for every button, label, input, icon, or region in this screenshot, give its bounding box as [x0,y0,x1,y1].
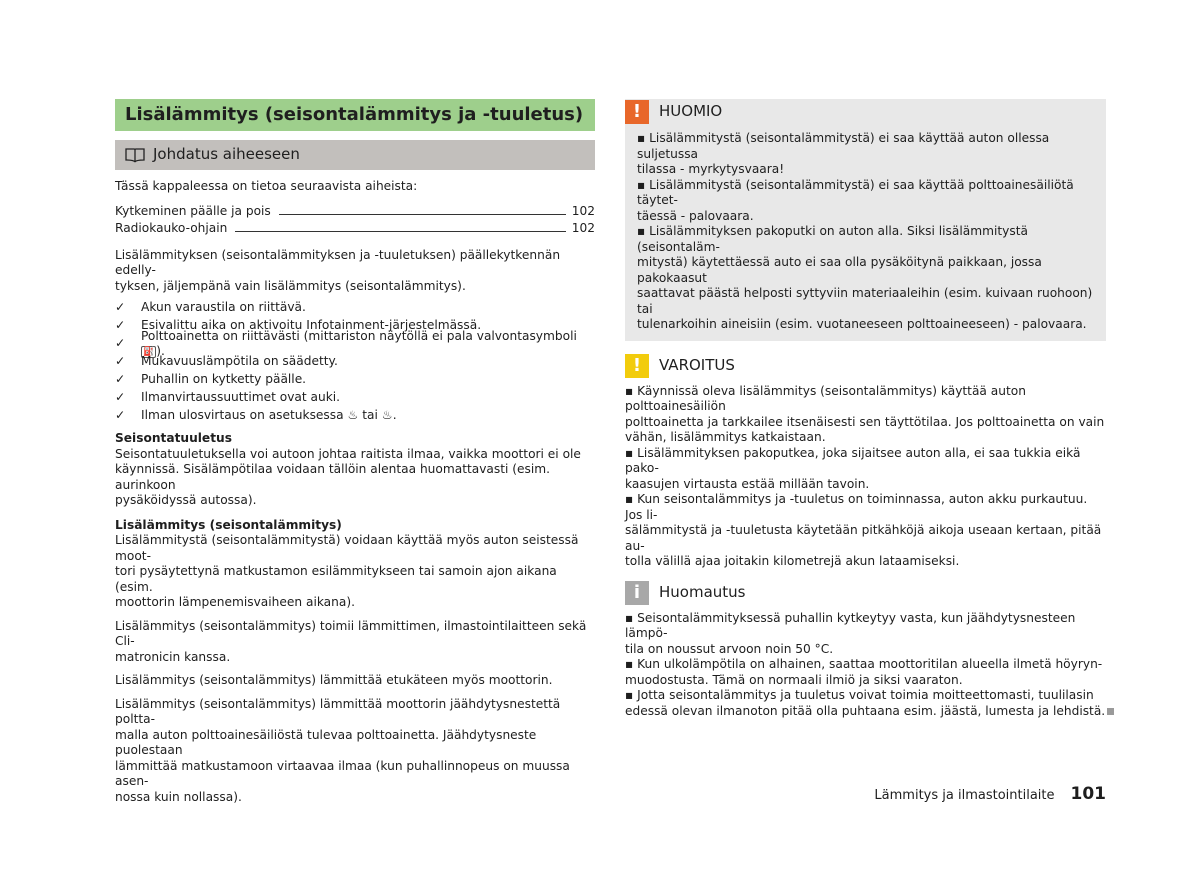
text-line: tori pysäytettynä matkustamon esilämmitykseen tai samoin ajon aikana (esim. [115,564,557,594]
heater-paragraph [115,533,595,611]
warning-body [625,384,1106,570]
text-line: Lisälämmitys (seisontalämmitys) toimii lämmittimen, ilmastointilaitteen sekä Cli- [115,618,587,648]
heater-heading: Lisälämmitys (seisontalämmitys) [115,517,342,532]
text-line: sälämmitystä ja -tuuletusta käytetään pitkähköjä aikoja useaan kertaan, pitää au- [625,523,1102,553]
text-line: Kun ulkolämpötila on alhainen, saattaa moottoritilan alueella ilmetä höyryn- [637,657,1103,671]
toc-label: Radiokauko-ohjain [115,220,228,235]
text-line: Lisälämmityksen (seisontalämmityksen ja -tuuletuksen) päällekytkennän edelly- [115,247,561,277]
caution-title: HUOMIO [659,102,723,121]
caution-header [625,99,1106,125]
check-icon: ✓ [115,408,126,423]
caution-body [625,125,1106,341]
check-icon: ✓ [115,372,126,387]
check-icon: ✓ [115,300,126,315]
warning-header [625,353,1106,379]
section-title: Lisälämmitys (seisontalämmitys ja -tuuletus) [125,104,584,126]
text-line: Lisälämmitys (seisontalämmitys) lämmittää moottorin jäähdytysnestettä poltta- [115,696,561,726]
text-line: polttoainetta ja tarkkailee itsenäisesti sen täyttötilaa. Jos polttoainetta on vain [625,414,1105,429]
note-item [625,657,1106,688]
info-icon: i [625,581,649,605]
caution-item [637,224,1096,333]
checklist-item: ✓ Polttoainetta on riittävästi (mittariston näytöllä ei pala valvontasymboli ⛽ ). [115,328,577,358]
checklist-text: Polttoainetta on riittävästi (mittariston näytöllä ei pala valvontasymboli [141,328,577,343]
toc-label: Kytkeminen päälle ja pois [115,203,271,218]
toc-page: 102 [571,203,595,218]
text-line: matronicin kanssa. [115,649,231,664]
check-icon: ✓ [115,336,126,351]
text-line: nossa kuin nollassa). [115,789,242,804]
warning-item [625,384,1106,446]
danger-icon: ! [625,100,649,124]
note-header [625,580,1106,606]
ventilation-paragraph [115,447,595,509]
text-line: Lisälämmitystä (seisontalämmitystä) ei saa käyttää polttoainesäiliötä täytet- [637,177,1074,207]
checklist-text: Ilmanvirtaussuuttimet ovat auki. [141,390,341,405]
checklist-text: Ilman ulosvirtaus on asetuksessa [141,408,344,423]
footer-section-title: Lämmitys ja ilmastointilaite [874,788,1055,803]
air-to-footwell-icon: ♨ [381,408,393,423]
coolant-paragraph [115,697,595,806]
toc [115,204,595,238]
fuel-warning-icon: ⛽ [143,347,155,357]
caution-item [637,178,1096,225]
warning-icon: ! [625,354,649,378]
text-line: mitystä) käytettäessä auto ei saa olla pysäköitynä paikkaan, jossa pakokaasut [637,255,1042,285]
toc-leader [235,231,565,232]
checklist-text: Mukavuuslämpötila on säädetty. [141,354,338,369]
text-line: tyksen, jäljempänä vain lisälämmitys (seisontalämmitys). [115,278,466,293]
heater-section [115,518,595,611]
text-line: tila on noussut arvoon noin 50 °C. [625,641,834,656]
checklist-item [115,389,595,407]
section-title-bar [115,99,595,131]
checklist-text: Puhallin on kytketty päälle. [141,372,307,387]
text-line: Jotta seisontalämmitys ja tuuletus voivat toimia moitteettomasti, tuulilasin [637,688,1094,702]
text-line: muodostusta. Tämä on normaali ilmiö ja siksi vaaraton. [625,672,963,687]
text-line: pysäköidyssä autossa). [115,493,257,507]
note-title: Huomautus [659,582,746,601]
warning-item [625,446,1106,493]
text-line: saattavat päästä helposti syttyviin materiaaleihin (esim. kuivaan ruohoon) tai [637,286,1093,316]
ventilation-heading: Seisontatuuletus [115,431,232,445]
note-body [625,611,1106,720]
subsection-title: Johdatus aiheeseen [153,145,300,164]
text-line: malla auton polttoainesäiliöstä tulevaa polttoainetta. Jäähdytysneste puolestaan [115,727,537,757]
caution-item [637,131,1096,178]
check-icon: ✓ [115,390,126,405]
right-column [625,99,1106,719]
text-line: Lisälämmityksen pakoputkea, joka sijaitsee auton alla, ei saa tukkia eikä pako- [625,445,1081,475]
text-line: tulenarkoihin aineisiin (esim. vuotaneeseen polttoaineeseen) - palovaara. [637,317,1087,331]
check-icon: ✓ [115,318,126,333]
text-line: edessä olevan ilmanoton pitää olla puhtaana esim. jäästä, lumesta ja lehdistä. [625,703,1106,718]
caution-box [625,99,1106,341]
text-line: moottorin lämpenemisvaiheen aikana). [115,595,355,609]
left-column [115,99,595,805]
toc-row[interactable] [115,204,595,221]
note-item [625,611,1106,658]
checklist [115,299,595,425]
text-line: Lisälämmitystä (seisontalämmitystä) voidaan käyttää myös auton seistessä moot- [115,533,579,563]
text-line: Käynnissä oleva lisälämmitys (seisontalämmitys) käyttää auton polttoainesäiliön [625,383,1026,413]
checklist-item [115,371,595,389]
book-icon [125,147,145,163]
check-icon: ✓ [115,354,126,369]
text-line: vähän, lisälämmitys katkaistaan. [625,430,826,444]
text-line: käynnissä. Sisälämpötilaa voidaan tällöin alentaa huomattavasti (esim. aurinkoon [115,462,551,492]
note-item [625,688,1106,719]
prerequisite-paragraph [115,248,595,295]
intro-text: Tässä kappaleessa on tietoa seuraavista aiheista: [115,179,418,193]
text-line: lämmittää matkustamoon virtaavaa ilmaa (kun puhallinnopeus on muussa asen- [115,758,570,788]
warning-title: VAROITUS [659,355,735,374]
checklist-item: ✓ Ilman ulosvirtaus on asetuksessa ♨ tai ♨. [115,408,397,423]
text-line: tolla välillä ajaa joitakin kilometrejä akun lataamiseksi. [625,554,960,568]
page-footer [874,784,1106,804]
checklist-text: tai [362,408,378,423]
checklist-item [115,299,595,317]
toc-page: 102 [571,220,595,235]
climatronic-paragraph [115,619,595,666]
page-number: 101 [1070,784,1106,804]
toc-leader [279,214,566,215]
text-line: Lisälämmityksen pakoputki on auton alla. Siksi lisälämmitystä (seisontaläm- [637,224,1028,254]
ventilation-section [115,431,595,509]
text-line: Kun seisontalämmitys ja -tuuletus on toiminnassa, auton akku purkautuu. Jos li- [625,492,1088,522]
text-line: Seisontatuuletuksella voi autoon johtaa raitista ilmaa, vaikka moottori ei ole [115,446,581,461]
checklist-text: Esivalittu aika on aktivoitu Infotainment-järjestelmässä. [141,318,482,333]
checklist-text: Akun varaustila on riittävä. [141,300,306,315]
air-to-windscreen-icon: ♨ [347,408,359,423]
text-line: tilassa - myrkytysvaara! [637,162,785,176]
engine-paragraph: Lisälämmitys (seisontalämmitys) lämmittää etukäteen myös moottorin. [115,673,553,687]
section-end-marker [1107,708,1114,715]
toc-row[interactable] [115,221,595,238]
text-line: täessä - palovaara. [637,208,754,223]
text-line: Lisälämmitystä (seisontalämmitystä) ei saa käyttää auton ollessa suljetussa [637,131,1050,161]
subsection-bar [115,140,595,170]
warning-item [625,492,1106,570]
text-line: Seisontalämmityksessä puhallin kytkeytyy vasta, kun jäähdytysnesteen lämpö- [625,610,1076,640]
text-line: kaasujen virtausta estää millään tavoin. [625,476,870,491]
